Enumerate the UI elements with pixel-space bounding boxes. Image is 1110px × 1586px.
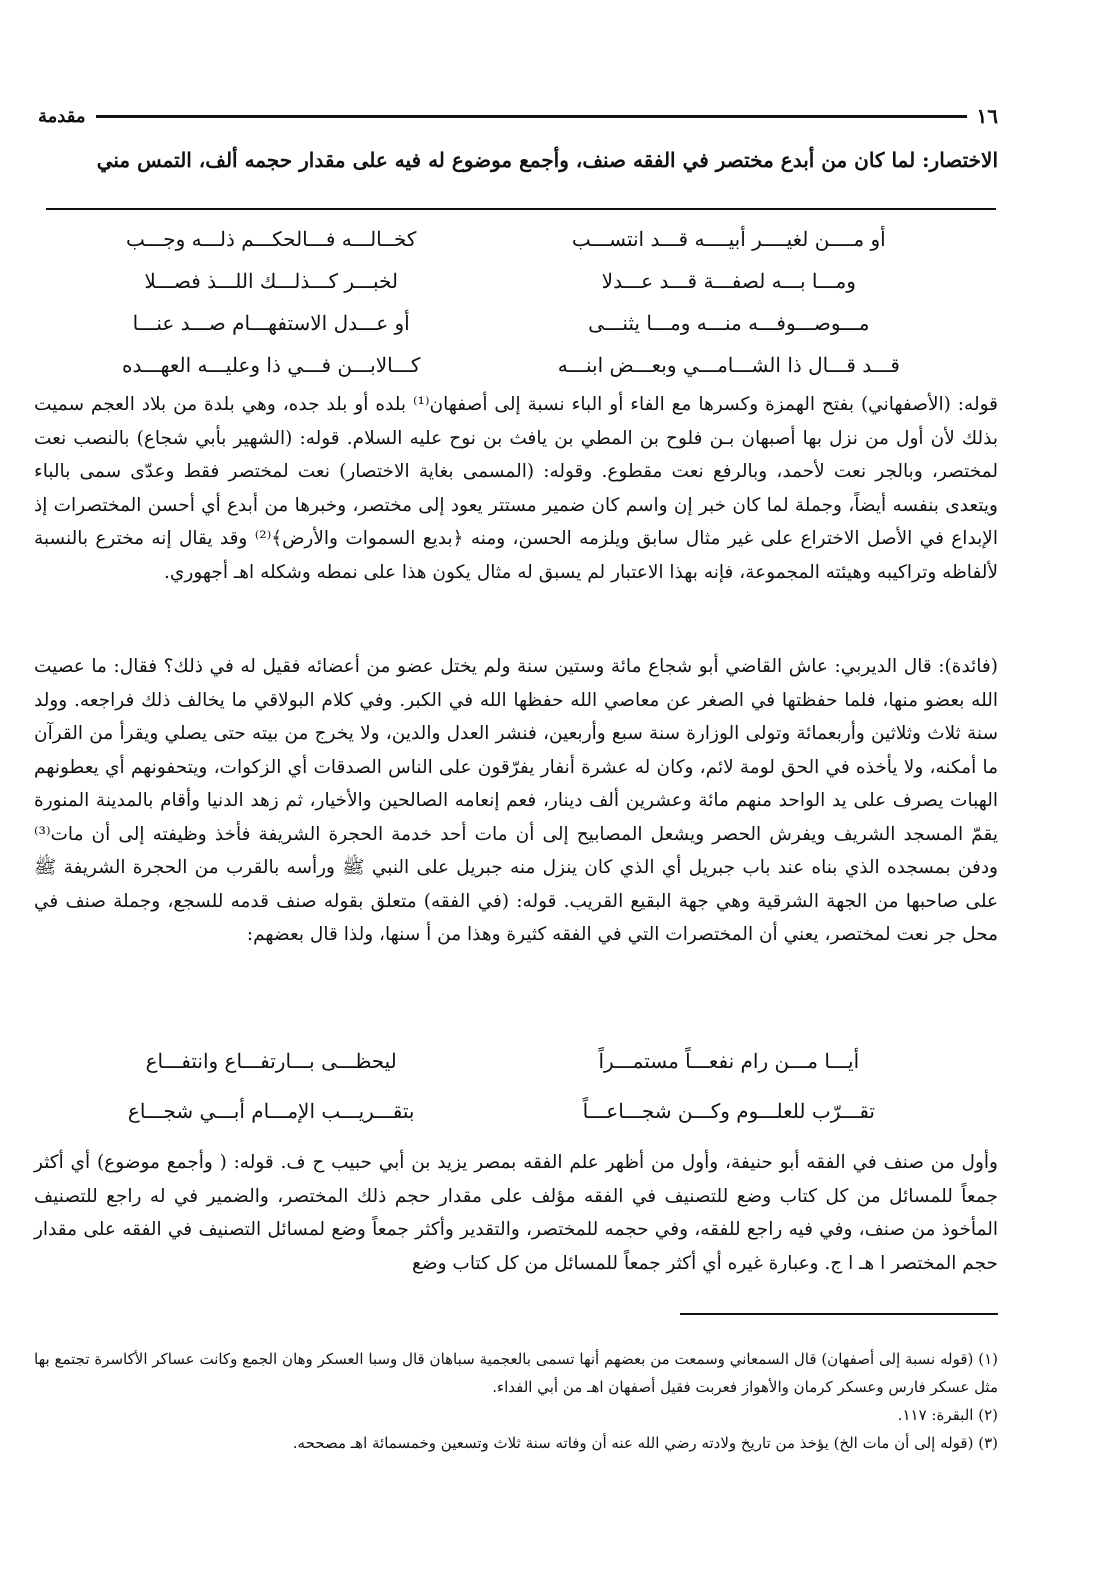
- verse-first-hemistich: مـــوصـــوفـــه منـــه ومـــا يثنـــى: [588, 311, 870, 335]
- poem-verse: [60, 1036, 940, 1086]
- footnote-1: (١) (قوله نسبة إلى أصفهان) قال السمعاني وسمعت من بعضهم أنها تسمى بالعجمية سباهان قال وسبا العسكر وهان الجمع وكانت عساكر الأكاسرة تجتمع بها مثل عسكر فارس وعسكر كرمان والأهواز فعربت فقيل أصفهان اهـ من أبي الفداء.: [34, 1350, 998, 1396]
- footnote-2: (٢) البقرة: ١١٧.: [897, 1406, 998, 1424]
- verse-second-hemistich: كـــالابـــن فـــي ذا وعليـــه العهـــده: [122, 353, 421, 377]
- commentary-paragraph-3: وأول من صنف في الفقه أبو حنيفة، وأول من أظهر علم الفقه بمصر يزيد بن أبي حبيب ح ف. قوله: ( وأجمع موضوع) أي أكثر جمعاً للمسائل من كل كتاب وضع للتصنيف في الفقه مؤلف على مقدار حجم ذلك المختصر، والضمير في له راجع للتصنيف المأخوذ من صنف، وفي فيه راجع للفقه، وفي حجمه للمختصر، والتقدير وأكثر جمعاً وضع لمسائل التصنيف في الفقه على مقدار حجم المختصر ا هـ ا ج. وعبارة غيره أي أكثر جمعاً للمسائل من كل كتاب وضع: [34, 1152, 998, 1274]
- verse-second-hemistich: بتقـــريـــب الإمـــام أبـــي شجـــاع: [127, 1099, 415, 1123]
- header-rule: [96, 115, 967, 118]
- verse-second-hemistich: أو عـــدل الاستفهـــام صـــد عنـــا: [132, 311, 410, 335]
- footnote-3: (٣) (قوله إلى أن مات الخ) يؤخذ من تاريخ ولادته رضي الله عنه أن وفاته سنة ثلاث وتسعين وخمسمائة اهـ مصححه.: [292, 1434, 998, 1452]
- verse-first-hemistich: ومـــا بـــه لصفـــة قـــد عـــدلا: [601, 269, 856, 293]
- commentary-paragraph-2: (فائدة): قال الديربي: عاش القاضي أبو شجاع مائة وستين سنة ولم يختل عضو من أعضائه فقيل له في ذلك؟ فقال: ما عصيت الله بعضو منها، فلما حفظتها في الصغر عن معاصي الله حفظها الله في الكبر. وفي كلام البولاقي ما يخالف ذلك فراجعه. وولد سنة ثلاث وثلاثين وأربعمائة وتولى الوزارة سنة سبع وأربعين، فنشر العدل والدين، ولا يخرج من بيته حتى يصلي ويقرأ من القرآن ما أمكنه، ولا يأخذه في الحق لومة لائم، وكان له عشرة أنفار يفرّقون على الناس الصدقات أي الزكوات، ويتحفونهم أي يعطونهم الهبات يصرف على يد الواحد منهم مائة وعشرين ألف دينار، فعم إنعامه الصالحين والأخيار، ثم زهد الدنيا وأقام بالمدينة المنورة يقمّ المسجد الشريف ويفرش الحصر ويشعل المصابيح إلى أن مات أحد خدمة الحجرة الشريفة فأخذ وظيفته إلى أن مات⁽³⁾ ودفن بمسجده الذي بناه عند باب جبريل أي الذي كان ينزل منه جبريل على النبي ﷺ ورأسه بالقرب من الحجرة الشريفة ﷺ على صاحبها من الجهة الشرقية وهي جهة البقيع القريب. قوله: (في الفقه) متعلق بقوله صنف قدمه للسجع، وجملة صنف في محل جر نعت لمختصر، يعني أن المختصرات التي في الفقه كثيرة وهذا من أ سنها، ولذا قال بعضهم:: [34, 656, 998, 945]
- page-header: [38, 96, 998, 136]
- poem-block-2: [60, 1036, 940, 1136]
- poem-block-1: [60, 218, 940, 386]
- verse-second-hemistich: كخــالـــه فـــالحكـــم ذلـــه وجـــب: [125, 227, 417, 251]
- footnote-divider: [680, 1313, 998, 1315]
- matn-divider: [46, 208, 996, 210]
- poem-verse: [60, 1086, 940, 1136]
- verse-first-hemistich: قـــد قـــال ذا الشـــامـــي وبعـــض ابنـــه: [557, 353, 900, 377]
- poem-verse: [60, 260, 940, 302]
- verse-first-hemistich: أيـــا مـــن رام نفعـــاً مستمـــراً: [598, 1049, 860, 1073]
- poem-verse: [60, 344, 940, 386]
- footnotes: [34, 1345, 998, 1457]
- page-number: ١٦: [976, 104, 998, 128]
- verse-second-hemistich: ليحظـــى بـــارتفـــاع وانتفـــاع: [145, 1049, 397, 1073]
- poem-verse: [60, 218, 940, 260]
- verse-first-hemistich: أو مــــن لغيــــر أبيــــه قـــد انتســـب: [571, 227, 886, 251]
- poem-verse: [60, 302, 940, 344]
- commentary-paragraph-1: قوله: (الأصفهاني) بفتح الهمزة وكسرها مع الفاء أو الباء نسبة إلى أصفهان⁽¹⁾ بلده أو بلد جده، وهي بلدة من بلاد العجم سميت بذلك لأن أول من نزل بها أصبهان بـن فلوح بن المطي بن يافث بن نوح عليه السلام. قوله: (الشهير بأبي شجاع) بالنصب نعت لمختصر، وبالجر نعت لأحمد، وبالرفع نعت مقطوع. وقوله: (المسمى بغاية الاختصار) نعت لمختصر فقط وعدّى سمى بالباء ويتعدى بنفسه أيضاً، وجملة لما كان خبر إن واسم كان ضمير مستتر يعود إلى مختصر، وخبرها من أبدع أي أحسن المختصرات إذ الإبداع في الأصل الاختراع على غير مثال سابق ويلزمه الحسن، ومنه ﴿بديع السموات والأرض﴾⁽²⁾ وقد يقال إنه مخترع بالنسبة لألفاظه وتراكيبه وهيئته المجموعة، فإنه بهذا الاعتبار لم يسبق له مثال يكون هذا على نمطه وشكله اهـ أجهوري.: [34, 394, 999, 583]
- matn-text: الاختصار: لما كان من أبدع مختصر في الفقه صنف، وأجمع موضوع له فيه على مقدار حجمه ألف، التمس مني: [96, 148, 998, 172]
- verse-second-hemistich: لخبـــر كـــذلـــك اللـــذ فصـــلا: [144, 269, 398, 293]
- verse-first-hemistich: تقـــرّب للعلـــوم وكـــن شجـــاعـــاً: [582, 1099, 875, 1123]
- section-title: مقدمة: [38, 105, 86, 127]
